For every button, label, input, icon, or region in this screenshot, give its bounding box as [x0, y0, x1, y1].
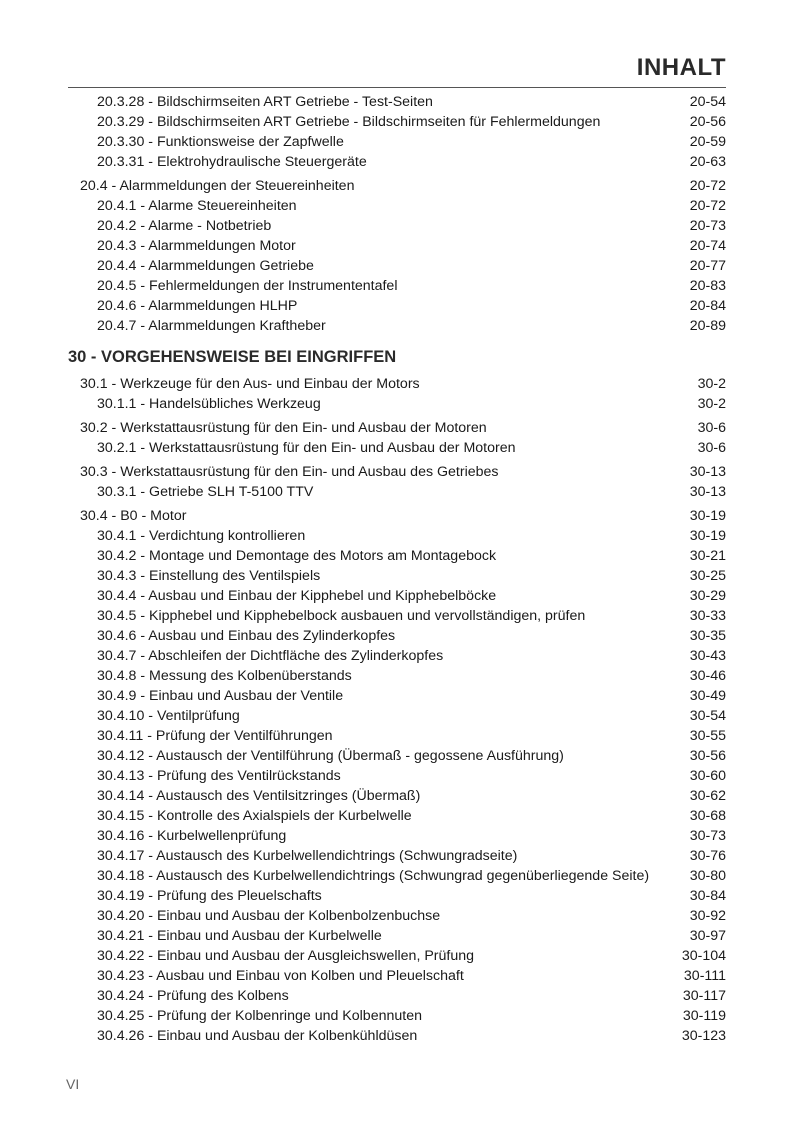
toc-entry-page: 30-13	[689, 484, 726, 500]
toc-entry-label: 30.2.1 - Werkstattausrüstung für den Ein- und Ausbau der Motoren	[97, 440, 516, 456]
toc-entry-label: 20.3.29 - Bildschirmseiten ART Getriebe - Bildschirmseiten für Fehlermeldungen	[97, 114, 601, 130]
toc-entry[interactable]	[0, 418, 794, 438]
toc-entry-label: 30.4.1 - Verdichtung kontrollieren	[97, 528, 306, 544]
toc-entry-page: 30-55	[689, 728, 726, 744]
toc-entry-page: 30-29	[689, 588, 726, 604]
toc-entry[interactable]	[0, 786, 794, 806]
toc-entry-page: 30-111	[683, 968, 726, 984]
toc-entry-label: 20.4.7 - Alarmmeldungen Kraftheber	[97, 318, 326, 334]
toc-entry[interactable]	[0, 1006, 794, 1026]
page-title: INHALT	[636, 54, 726, 81]
toc-entry-label: 30.4.22 - Einbau und Ausbau der Ausgleichswellen, Prüfung	[97, 948, 475, 964]
toc-entry[interactable]	[0, 926, 794, 946]
header-divider	[68, 87, 726, 88]
toc-entry-page: 30-84	[689, 888, 726, 904]
toc-entry-label: 30.4.20 - Einbau und Ausbau der Kolbenbolzenbuchse	[97, 908, 441, 924]
toc-entry-label: 30.4.3 - Einstellung des Ventilspiels	[97, 568, 321, 584]
toc-entry-page: 30-123	[681, 1028, 726, 1044]
toc-group	[0, 526, 794, 1046]
toc-entry-page: 30-33	[689, 608, 726, 624]
toc-entry-label: 30.4.10 - Ventilprüfung	[97, 708, 240, 724]
toc-entry-page: 30-60	[689, 768, 726, 784]
toc-entry[interactable]	[0, 626, 794, 646]
toc-entry[interactable]	[0, 586, 794, 606]
toc-entry-page: 20-72	[689, 178, 726, 194]
toc-entry-label: 30.4.13 - Prüfung des Ventilrückstands	[97, 768, 341, 784]
toc-entry[interactable]	[0, 482, 794, 502]
toc-entry[interactable]	[0, 296, 794, 316]
toc-entry-page: 30-6	[697, 440, 726, 456]
toc-entry-label: 20.4.6 - Alarmmeldungen HLHP	[97, 298, 298, 314]
toc-entry-label: 30.4.4 - Ausbau und Einbau der Kipphebel und Kipphebelböcke	[97, 588, 497, 604]
toc-entry-label: 30.4.11 - Prüfung der Ventilführungen	[97, 728, 333, 744]
toc-entry[interactable]	[0, 666, 794, 686]
toc-group	[0, 394, 794, 414]
toc-entry-page: 30-19	[689, 508, 726, 524]
toc-entry-label: 20.4.3 - Alarmmeldungen Motor	[97, 238, 296, 254]
toc-entry-label: 30.4 - B0 - Motor	[80, 508, 187, 524]
toc-entry-page: 30-54	[689, 708, 726, 724]
table-of-contents	[0, 92, 794, 1046]
toc-entry[interactable]	[0, 906, 794, 926]
toc-entry-page: 20-89	[689, 318, 726, 334]
toc-entry-label: 30.1 - Werkzeuge für den Aus- und Einbau der Motors	[80, 376, 420, 392]
toc-entry[interactable]	[0, 846, 794, 866]
toc-entry-label: 30.2 - Werkstattausrüstung für den Ein- und Ausbau der Motoren	[80, 420, 487, 436]
toc-entry[interactable]	[0, 236, 794, 256]
toc-group	[0, 92, 794, 172]
toc-entry[interactable]	[0, 462, 794, 482]
toc-entry-page: 20-63	[689, 154, 726, 170]
toc-entry-page: 30-46	[689, 668, 726, 684]
toc-entry-label: 20.4.4 - Alarmmeldungen Getriebe	[97, 258, 314, 274]
toc-entry[interactable]	[0, 546, 794, 566]
toc-entry-page: 30-43	[689, 648, 726, 664]
toc-entry[interactable]	[0, 276, 794, 296]
toc-entry-page: 30-62	[689, 788, 726, 804]
toc-entry[interactable]	[0, 256, 794, 276]
toc-entry-label: 20.4.5 - Fehlermeldungen der Instrumententafel	[97, 278, 398, 294]
toc-entry-page: 20-84	[689, 298, 726, 314]
toc-entry-page: 30-56	[689, 748, 726, 764]
toc-entry-page: 30-73	[689, 828, 726, 844]
page-number: VI	[66, 1076, 80, 1092]
toc-entry[interactable]	[0, 196, 794, 216]
toc-entry[interactable]	[0, 746, 794, 766]
toc-entry-page: 30-117	[682, 988, 726, 1004]
toc-entry[interactable]	[0, 566, 794, 586]
toc-entry-label: 20.4 - Alarmmeldungen der Steuereinheiten	[80, 178, 355, 194]
toc-entry[interactable]	[0, 606, 794, 626]
toc-entry-label: 30.4.24 - Prüfung des Kolbens	[97, 988, 289, 1004]
toc-entry[interactable]	[0, 806, 794, 826]
toc-entry-page: 30-119	[682, 1008, 726, 1024]
toc-entry-page: 30-92	[689, 908, 726, 924]
chapter-heading[interactable]	[0, 344, 794, 374]
toc-entry-page: 20-74	[689, 238, 726, 254]
toc-entry[interactable]	[0, 826, 794, 846]
toc-entry-page: 30-80	[689, 868, 726, 884]
toc-entry[interactable]	[0, 866, 794, 886]
toc-entry[interactable]	[0, 216, 794, 236]
toc-entry-page: 30-49	[689, 688, 726, 704]
toc-entry-label: 30.4.9 - Einbau und Ausbau der Ventile	[97, 688, 344, 704]
toc-entry-label: 20.3.31 - Elektrohydraulische Steuergeräte	[97, 154, 367, 170]
toc-entry[interactable]	[0, 132, 794, 152]
toc-entry-page: 20-77	[689, 258, 726, 274]
toc-entry[interactable]	[0, 374, 794, 394]
toc-entry[interactable]	[0, 646, 794, 666]
toc-entry[interactable]	[0, 886, 794, 906]
toc-entry-label: 30.4.21 - Einbau und Ausbau der Kurbelwelle	[97, 928, 382, 944]
toc-entry-label: 30.4.26 - Einbau und Ausbau der Kolbenkühldüsen	[97, 1028, 418, 1044]
toc-entry-page: 30-21	[689, 548, 726, 564]
toc-entry-page: 20-83	[689, 278, 726, 294]
toc-entry-label: 30.1.1 - Handelsübliches Werkzeug	[97, 396, 321, 412]
toc-entry-label: 30.4.7 - Abschleifen der Dichtfläche des Zylinderkopfes	[97, 648, 444, 664]
toc-entry-label: 30.4.2 - Montage und Demontage des Motors am Montagebock	[97, 548, 497, 564]
toc-entry-page: 30-35	[689, 628, 726, 644]
toc-entry-label: 30.4.12 - Austausch der Ventilführung (Übermaß - gegossene Ausführung)	[97, 748, 564, 764]
toc-entry-page: 30-97	[689, 928, 726, 944]
toc-entry[interactable]	[0, 394, 794, 414]
toc-entry[interactable]	[0, 152, 794, 172]
toc-entry[interactable]	[0, 986, 794, 1006]
toc-entry[interactable]	[0, 526, 794, 546]
toc-entry-label: 20.4.2 - Alarme - Notbetrieb	[97, 218, 272, 234]
toc-entry-label: 20.4.1 - Alarme Steuereinheiten	[97, 198, 297, 214]
toc-entry-label: 30.4.25 - Prüfung der Kolbenringe und Kolbennuten	[97, 1008, 422, 1024]
toc-entry-page: 30-25	[689, 568, 726, 584]
toc-entry-page: 20-56	[689, 114, 726, 130]
toc-group	[0, 438, 794, 458]
toc-entry[interactable]	[0, 726, 794, 746]
toc-entry[interactable]	[0, 686, 794, 706]
toc-entry[interactable]	[0, 176, 794, 196]
toc-group	[0, 196, 794, 336]
toc-entry-page: 20-73	[689, 218, 726, 234]
toc-entry-label: 20.3.30 - Funktionsweise der Zapfwelle	[97, 134, 344, 150]
toc-entry[interactable]	[0, 316, 794, 336]
toc-entry-label: 30.4.5 - Kipphebel und Kipphebelbock ausbauen und vervollständigen, prüfen	[97, 608, 586, 624]
toc-entry-label: 30.4.17 - Austausch des Kurbelwellendichtrings (Schwungradseite)	[97, 848, 518, 864]
toc-entry-label: 30.4.14 - Austausch des Ventilsitzringes (Übermaß)	[97, 788, 421, 804]
chapter-heading-label: 30 - VORGEHENSWEISE BEI EINGRIFFEN	[68, 348, 397, 366]
toc-entry[interactable]	[0, 1026, 794, 1046]
toc-entry-label: 30.4.16 - Kurbelwellenprüfung	[97, 828, 287, 844]
toc-entry-page: 20-72	[689, 198, 726, 214]
toc-entry[interactable]	[0, 946, 794, 966]
toc-entry-page: 30-19	[689, 528, 726, 544]
toc-entry-label: 30.4.15 - Kontrolle des Axialspiels der Kurbelwelle	[97, 808, 412, 824]
toc-entry[interactable]	[0, 506, 794, 526]
toc-entry[interactable]	[0, 966, 794, 986]
toc-entry-page: 30-6	[697, 420, 726, 436]
toc-entry-page: 20-54	[689, 94, 726, 110]
toc-entry-page: 30-2	[697, 396, 726, 412]
toc-entry-label: 30.4.18 - Austausch des Kurbelwellendichtrings (Schwungrad gegenüberliegende Seite)	[97, 868, 650, 884]
toc-entry-page: 30-13	[689, 464, 726, 480]
toc-entry[interactable]	[0, 706, 794, 726]
toc-entry[interactable]	[0, 766, 794, 786]
toc-group	[0, 482, 794, 502]
toc-entry-label: 30.4.6 - Ausbau und Einbau des Zylinderkopfes	[97, 628, 396, 644]
toc-entry-label: 20.3.28 - Bildschirmseiten ART Getriebe - Test-Seiten	[97, 94, 433, 110]
toc-entry-label: 30.3 - Werkstattausrüstung für den Ein- und Ausbau des Getriebes	[80, 464, 499, 480]
toc-entry-label: 30.4.19 - Prüfung des Pleuelschafts	[97, 888, 322, 904]
toc-entry-page: 30-104	[681, 948, 726, 964]
toc-entry-page: 30-68	[689, 808, 726, 824]
toc-entry[interactable]	[0, 438, 794, 458]
toc-entry[interactable]	[0, 92, 794, 112]
toc-entry-page: 30-76	[689, 848, 726, 864]
toc-entry-label: 30.4.23 - Ausbau und Einbau von Kolben und Pleuelschaft	[97, 968, 464, 984]
toc-entry-page: 30-2	[697, 376, 726, 392]
toc-entry[interactable]	[0, 112, 794, 132]
toc-entry-label: 30.3.1 - Getriebe SLH T-5100 TTV	[97, 484, 314, 500]
toc-entry-page: 20-59	[689, 134, 726, 150]
toc-entry-label: 30.4.8 - Messung des Kolbenüberstands	[97, 668, 352, 684]
